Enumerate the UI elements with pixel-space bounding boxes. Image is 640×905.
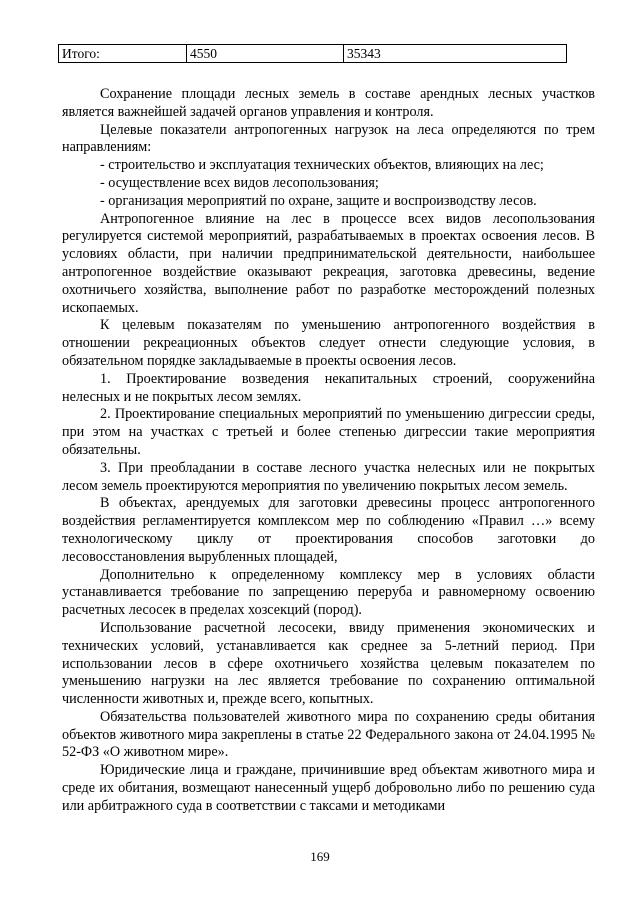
total-value-cell-2: 35343 (344, 45, 567, 63)
list-item: - строительство и эксплуатация технических объектов, влияющих на лес; (100, 157, 544, 174)
table-row (59, 45, 567, 63)
document-body (62, 86, 595, 816)
paragraph: Юридические лица и граждане, причинившие вред объектам животного мира и среде их обитания, возмещают нанесенный ущерб добровольно либо по решению суда или арбитражного суда в соответствии с таксами и методиками (62, 762, 595, 814)
summary-table (58, 44, 567, 63)
paragraph: В объектах, арендуемых для заготовки древесины процесс антропогенного воздействия регламентируется комплексом мер по соблюдению «Правил …» всему технологическому циклу от проектирования способов заготовки до лесовосстановления вырубленных площадей, (62, 495, 595, 565)
numbered-item: 1. Проектирование возведения некапитальных строений, сооруженийна нелесных и не покрытых лесом землях. (62, 370, 595, 405)
numbered-item: 3. При преобладании в составе лесного участка нелесных или не покрытых лесом земель проектируются мероприятия по увеличению покрытых лесом земель. (62, 459, 595, 494)
paragraph: Использование расчетной лесосеки, ввиду применения экономических и технических условий, устанавливается как среднее за 5-летний период. При использовании лесов в сфере охотничьего хозяйства целевым показателем по уменьшению нагрузки на лес является требование по сохранению оптимальной численности животных и, прежде всего, копытных. (62, 619, 595, 708)
list-item: - организация мероприятий по охране, защите и воспроизводству лесов. (100, 192, 537, 209)
paragraph: Сохранение площади лесных земель в составе арендных лесных участков является важнейшей задачей органов управления и контроля. (62, 86, 595, 120)
paragraph: Дополнительно к определенному комплексу мер в условиях области устанавливается требование по запрещению переруба и равномерному освоению расчетных лесосек в пределах хозсекций (пород). (62, 566, 595, 619)
total-value-cell-1: 4550 (187, 45, 344, 63)
paragraph: К целевым показателям по уменьшению антропогенного воздействия в отношении рекреационных объектов следует отнести следующие условия, в обязательном порядке закладываемые в проекты освоения лесов. (62, 317, 595, 369)
numbered-item: 2. Проектирование специальных мероприятий по уменьшению дигрессии среды, при этом на участках с третьей и более степенью дигрессии такие мероприятия обязательны. (62, 406, 595, 458)
list-item: - осуществление всех видов лесопользования; (100, 174, 379, 191)
paragraph: Целевые показатели антропогенных нагрузок на леса определяются по трем направлениям: (62, 121, 595, 156)
paragraph: Антропогенное влияние на лес в процессе всех видов лесопользования регулируется системой мероприятий, разрабатываемых в проектах освоения лесов. В условиях области, при наличии предпринимательской деятельности, наибольшее антропогенное воздействие оказывают рекреация, заготовка древесины, ведение охотничьего хозяйства, выполнение работ по разработке месторождений полезных ископаемых. (62, 210, 595, 316)
page-number: 169 (310, 849, 330, 864)
total-label-cell: Итого: (59, 45, 187, 63)
paragraph: Обязательства пользователей животного мира по сохранению среды обитания объектов животного мира закреплены в статье 22 Федерального закона от 24.04.1995 № 52-ФЗ «О животном мире». (62, 708, 595, 761)
